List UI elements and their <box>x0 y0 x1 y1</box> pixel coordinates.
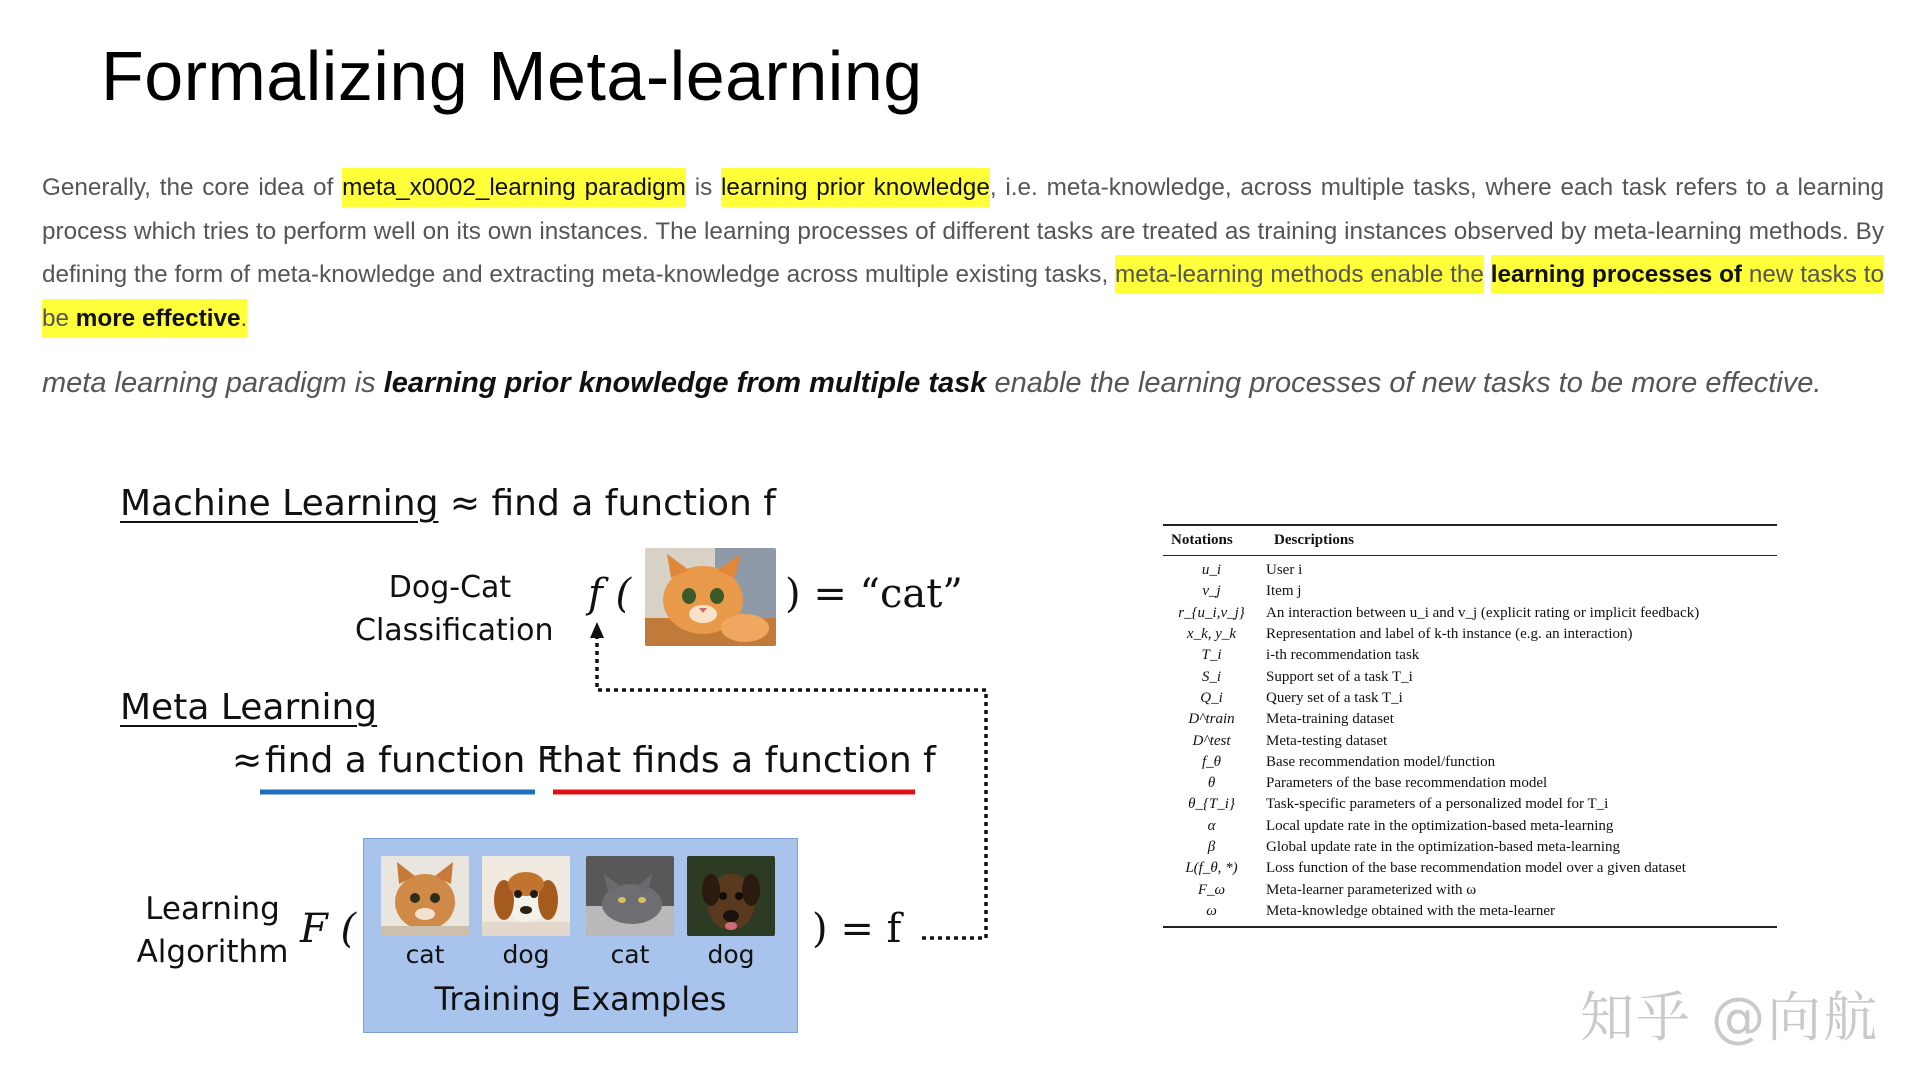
description-cell: Query set of a task T_i <box>1266 689 1403 706</box>
description-cell: Meta-testing dataset <box>1266 732 1388 749</box>
description-cell: Loss function of the base recommendation model over a given dataset <box>1266 860 1686 877</box>
table-row <box>1163 560 1777 581</box>
arrow-head <box>590 622 604 638</box>
table-row <box>1163 645 1777 666</box>
notation-cell: L(f_θ, *) <box>1185 860 1238 877</box>
training-examples-label: Training Examples <box>434 980 727 1018</box>
notation-cell: u_i <box>1201 562 1222 579</box>
table-row <box>1163 816 1777 837</box>
la-line1: Learning <box>145 891 280 927</box>
table-row <box>1163 581 1777 602</box>
description-cell: Meta-knowledge obtained with the meta-learner <box>1266 902 1556 919</box>
description-cell: Meta-learner parameterized with ω <box>1266 881 1477 898</box>
notation-cell: θ_{T_i} <box>1188 796 1235 813</box>
f-result: ) = “cat” <box>785 571 963 617</box>
description-cell: Base recommendation model/function <box>1266 753 1496 770</box>
table-row <box>1163 624 1777 645</box>
description-cell: Global update rate in the optimization-based meta-learning <box>1266 839 1621 855</box>
para-end-period: . <box>241 299 248 338</box>
example-label-1: cat <box>405 940 445 969</box>
f-open-paren: f ( <box>588 571 632 617</box>
description-cell: Meta-training dataset <box>1266 711 1394 728</box>
notation-cell: D^train <box>1188 711 1235 728</box>
notation-table <box>1163 524 1777 928</box>
notation-cell: S_i <box>1201 668 1222 685</box>
example-image-dog-1 <box>482 856 570 936</box>
ml-definition: ≈ find a function f <box>438 483 776 524</box>
table-row <box>1163 688 1777 709</box>
summary-part-2: learning prior knowledge from multiple task <box>383 367 987 399</box>
table-header <box>1163 526 1777 556</box>
table-row <box>1163 794 1777 815</box>
example-image-dog-2 <box>687 856 775 936</box>
learning-algorithm-label <box>125 888 300 974</box>
F-open-paren: F ( <box>300 906 357 952</box>
ml-heading: Machine Learning <box>120 483 439 524</box>
para-text-3: , i.e. meta-knowledge, across multiple tasks, where each task refers to a learning process which tries to perform well on its own instances. The learning processes of different tasks are treated as training instances observed by meta-learning methods. By defining the form of meta-knowledge and extracting meta-knowledge across multiple existing tasks, <box>42 174 1884 288</box>
highlight-prior-knowledge: learning prior knowledge <box>721 168 990 207</box>
table-row <box>1163 879 1777 900</box>
meta-approx: ≈ <box>232 740 263 781</box>
description-cell: Task-specific parameters of a personalized model for T_i <box>1266 796 1609 813</box>
notation-cell: Q_i <box>1200 689 1223 706</box>
notation-cell: θ <box>1207 775 1216 792</box>
notation-cell: T_i <box>1201 647 1222 664</box>
highlight-more-effective: more effective <box>76 299 241 338</box>
notation-cell: D^test <box>1192 732 1231 749</box>
description-cell: Representation and label of k-th instance (e.g. an interaction) <box>1266 626 1633 643</box>
description-cell: An interaction between u_i and v_j (explicit rating or implicit feedback) <box>1266 604 1700 621</box>
header-descriptions: Descriptions <box>1274 532 1354 548</box>
table-row <box>1163 666 1777 687</box>
notation-cell: β <box>1207 839 1216 855</box>
meta-heading-text: Meta Learning <box>120 687 378 728</box>
example-image-cat-1 <box>381 856 469 936</box>
task-label-line1: Dog-Cat <box>388 570 512 605</box>
meta-part-find-F: find a function F <box>265 740 558 781</box>
task-label-line2: Classification <box>355 613 554 648</box>
notation-cell: x_k, y_k <box>1186 626 1237 643</box>
meta-part-finds-f: that finds a function f <box>548 740 936 781</box>
highlight-new-tasks: new tasks to be <box>42 255 1884 338</box>
table-row <box>1163 709 1777 730</box>
notation-cell: ω <box>1206 902 1217 919</box>
notation-cell: α <box>1207 817 1216 834</box>
summary-part-1: meta learning paradigm is <box>42 367 384 399</box>
example-label-2: dog <box>502 940 550 969</box>
description-cell: Local update rate in the optimization-based meta-learning <box>1266 817 1614 834</box>
highlight-methods-enable: meta-learning methods enable the <box>1115 255 1484 294</box>
description-cell: User i <box>1266 562 1303 579</box>
slide-title: Formalizing Meta-learning <box>101 37 923 115</box>
table-row <box>1163 603 1777 624</box>
table-row <box>1163 858 1777 879</box>
highlight-learning-processes: learning processes of <box>1491 255 1742 294</box>
example-image-cat-2 <box>586 856 674 936</box>
table-row <box>1163 752 1777 773</box>
para-text-2: is <box>685 174 722 201</box>
table-row <box>1163 730 1777 751</box>
notation-cell: r_{u_i,v_j} <box>1178 604 1245 621</box>
table-row <box>1163 901 1777 922</box>
notation-cell: F_ω <box>1197 881 1226 898</box>
description-cell: Item j <box>1266 583 1302 600</box>
summary-part-3: enable the learning processes of new tasks to be more effective. <box>986 367 1822 399</box>
la-line2: Algorithm <box>136 934 289 970</box>
F-result: ) = f <box>812 906 902 952</box>
notation-cell: v_j <box>1202 583 1221 600</box>
para-text-1: Generally, the core idea of <box>42 174 343 201</box>
description-cell: i-th recommendation task <box>1266 647 1420 664</box>
header-notations: Notations <box>1171 532 1233 548</box>
watermark: 知乎 @向航 <box>1580 986 1880 1049</box>
description-cell: Parameters of the base recommendation model <box>1266 775 1548 792</box>
example-label-3: cat <box>610 940 650 969</box>
highlight-paradigm: meta_x0002_learning paradigm <box>342 168 686 207</box>
notation-cell: f_θ <box>1201 753 1222 770</box>
description-cell: Support set of a task T_i <box>1266 668 1413 685</box>
example-label-4: dog <box>707 940 755 969</box>
table-row <box>1163 773 1777 794</box>
table-row <box>1163 837 1777 858</box>
table-body <box>1163 556 1777 928</box>
